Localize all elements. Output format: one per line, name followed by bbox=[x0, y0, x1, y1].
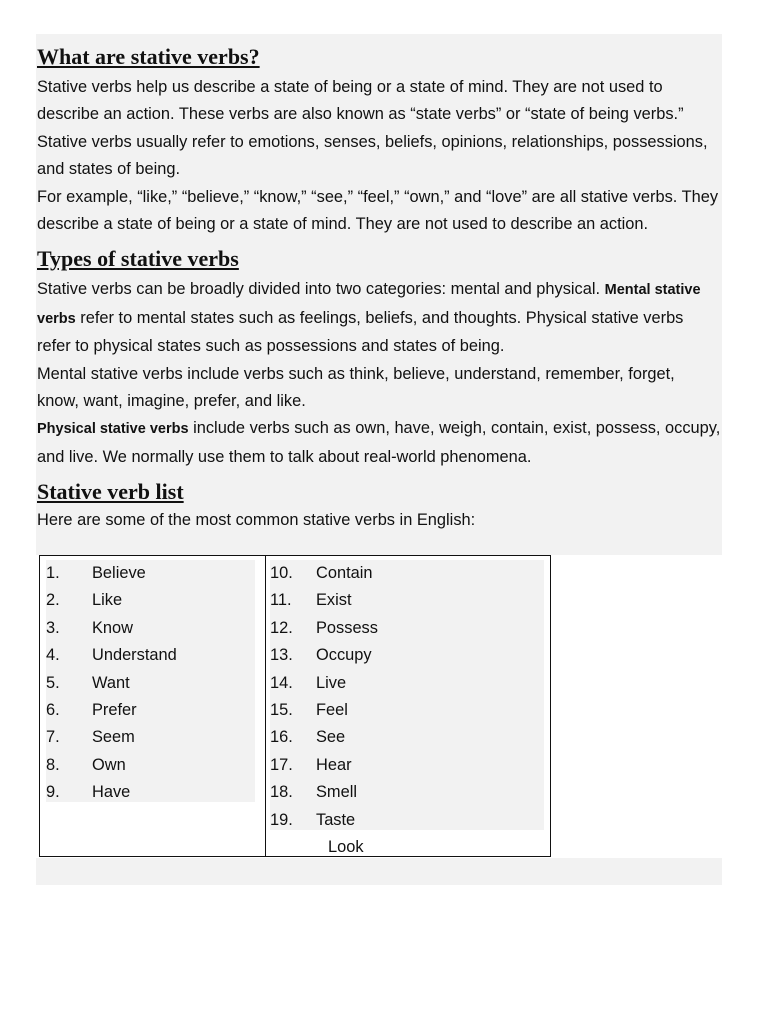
verb-list-item bbox=[270, 779, 545, 806]
verb-word: Contain bbox=[316, 564, 373, 582]
verb-number: 10. bbox=[270, 564, 293, 582]
verb-list-item bbox=[46, 587, 256, 614]
heading-stative-verb-list: Stative verb list bbox=[37, 479, 184, 505]
verb-word: Prefer bbox=[92, 700, 137, 719]
verb-list-item bbox=[46, 615, 256, 642]
verb-list-item bbox=[46, 779, 256, 806]
verb-number: 9. bbox=[46, 783, 60, 802]
verb-list-item bbox=[46, 642, 256, 669]
types-paragraph bbox=[37, 276, 721, 360]
verb-list-item bbox=[46, 560, 256, 587]
document-body bbox=[37, 40, 721, 531]
physical-stative-verbs-bold: Physical stative verbs bbox=[37, 421, 189, 438]
verb-word: Seem bbox=[92, 728, 135, 747]
physical-verbs-text: include verbs such as own, have, weigh, contain, exist, possess, occupy, and live. We normally use them to talk about real-world phenomena. bbox=[37, 419, 721, 466]
verb-list-right bbox=[270, 560, 545, 834]
verb-word: Taste bbox=[316, 810, 356, 829]
verb-word: Like bbox=[92, 591, 123, 610]
verb-list-item bbox=[270, 587, 545, 614]
verb-word: Want bbox=[92, 673, 130, 692]
verb-list-item bbox=[270, 615, 545, 642]
intro-paragraph: Stative verbs help us describe a state of being or a state of mind. They are not used to describe an action. These verbs are also known as “state verbs” or “state of being verbs.” Stative verbs usually refer to emotions, senses, beliefs, opinions, relationships, possessions, and states of being. bbox=[37, 78, 708, 179]
verb-list-item bbox=[270, 724, 545, 751]
verb-list-item bbox=[46, 670, 256, 697]
verb-word: Know bbox=[92, 618, 134, 637]
verb-word: Smell bbox=[316, 783, 357, 802]
verb-number: 4. bbox=[46, 646, 60, 665]
verb-word: Hear bbox=[316, 755, 352, 774]
verb-number: 13. bbox=[270, 646, 293, 665]
verb-extra: Look bbox=[328, 838, 364, 856]
verb-list-item bbox=[270, 560, 545, 587]
verb-number: 8. bbox=[46, 755, 60, 774]
verb-number: 3. bbox=[46, 618, 60, 637]
verb-list-item bbox=[270, 807, 545, 834]
example-paragraph: For example, “like,” “believe,” “know,” “see,” “feel,” “own,” and “love” are all stative verbs. They describe a state of being or a state of mind. They are not used to describe an action. bbox=[37, 187, 719, 234]
types-text-a: Stative verbs can be broadly divided into two categories: mental and physical. bbox=[37, 280, 605, 299]
verb-list-item bbox=[46, 724, 256, 751]
verb-word: Own bbox=[92, 755, 126, 774]
verb-word: Possess bbox=[316, 618, 378, 637]
verb-number: 14. bbox=[270, 673, 293, 692]
verb-column-right bbox=[265, 556, 550, 856]
verb-number: 5. bbox=[46, 673, 60, 692]
verb-word: Have bbox=[92, 783, 131, 802]
verb-number: 12. bbox=[270, 618, 293, 637]
verb-word: Live bbox=[316, 673, 347, 692]
mental-verbs-paragraph: Mental stative verbs include verbs such as think, believe, understand, remember, forget, know, want, imagine, prefer, and like. bbox=[37, 364, 675, 411]
verb-list-item bbox=[46, 697, 256, 724]
verb-list-item bbox=[270, 697, 545, 724]
mental-stative-verbs-bold: Mental stative verbs bbox=[37, 282, 701, 327]
list-intro: Here are some of the most common stative verbs in English: bbox=[37, 511, 476, 530]
verb-column-left bbox=[40, 556, 266, 856]
verb-list-left bbox=[46, 560, 256, 807]
footer-shade bbox=[36, 858, 722, 885]
verb-table bbox=[39, 555, 551, 857]
verb-number: 17. bbox=[270, 755, 293, 774]
verb-word: Occupy bbox=[316, 646, 372, 665]
verb-number: 6. bbox=[46, 700, 60, 719]
verb-list-item bbox=[46, 752, 256, 779]
verb-number: 18. bbox=[270, 783, 293, 802]
verb-number: 1. bbox=[46, 564, 60, 582]
verb-number: 15. bbox=[270, 700, 293, 719]
verb-number: 7. bbox=[46, 728, 60, 747]
verb-word: Feel bbox=[316, 700, 348, 719]
verb-word: Believe bbox=[92, 564, 146, 582]
verb-word: Exist bbox=[316, 591, 352, 610]
verb-number: 19. bbox=[270, 810, 293, 829]
physical-verbs-paragraph bbox=[37, 415, 721, 471]
verb-number: 16. bbox=[270, 728, 293, 747]
verb-list-item bbox=[270, 670, 545, 697]
heading-what-are-stative-verbs: What are stative verbs? bbox=[37, 44, 260, 69]
verb-word: Understand bbox=[92, 646, 177, 665]
verb-number: 2. bbox=[46, 591, 60, 610]
verb-list-item bbox=[270, 642, 545, 669]
heading-types-of-stative-verbs: Types of stative verbs bbox=[37, 246, 239, 272]
types-text-b: refer to mental states such as feelings, beliefs, and thoughts. Physical stative verbs refer to physical states such as possessions and states of being. bbox=[37, 308, 684, 356]
verb-number: 11. bbox=[270, 591, 292, 610]
verb-list-item bbox=[270, 752, 545, 779]
verb-word: See bbox=[316, 728, 346, 747]
